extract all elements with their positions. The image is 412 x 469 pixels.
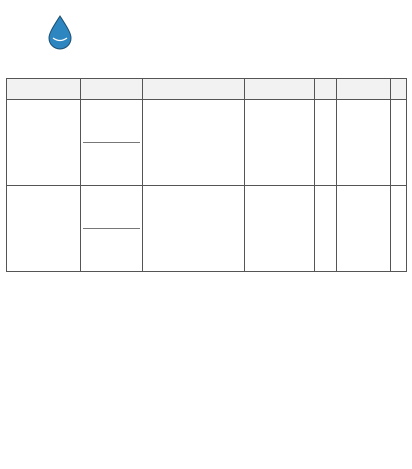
notice-code — [6, 452, 106, 464]
table-row — [7, 100, 407, 186]
table-row — [7, 186, 407, 272]
row-estimate — [245, 186, 315, 272]
notice-title — [118, 6, 404, 30]
col-estimate-header — [245, 79, 315, 100]
row-project — [337, 100, 391, 186]
col-funding-header — [7, 79, 81, 100]
row-index — [391, 100, 407, 186]
row-employer-municipality — [83, 228, 140, 233]
col-project-header — [337, 79, 391, 100]
row-funding — [7, 100, 81, 186]
col-index-header — [391, 79, 407, 100]
col-guarantee-header — [143, 79, 245, 100]
tender-table — [6, 78, 407, 272]
row-duration — [315, 100, 337, 186]
row-guarantee — [143, 186, 245, 272]
row-guarantee — [143, 100, 245, 186]
row-employer — [81, 100, 143, 186]
row-project — [337, 186, 391, 272]
row-employer — [81, 186, 143, 272]
public-relations-signature — [6, 408, 110, 450]
row-employer-municipality — [83, 142, 140, 147]
notice-intro — [8, 34, 404, 74]
col-employer-header — [81, 79, 143, 100]
row-duration — [315, 186, 337, 272]
row-index — [391, 186, 407, 272]
row-funding — [7, 186, 81, 272]
col-duration-header — [315, 79, 337, 100]
row-estimate — [245, 100, 315, 186]
table-header-row — [7, 79, 407, 100]
